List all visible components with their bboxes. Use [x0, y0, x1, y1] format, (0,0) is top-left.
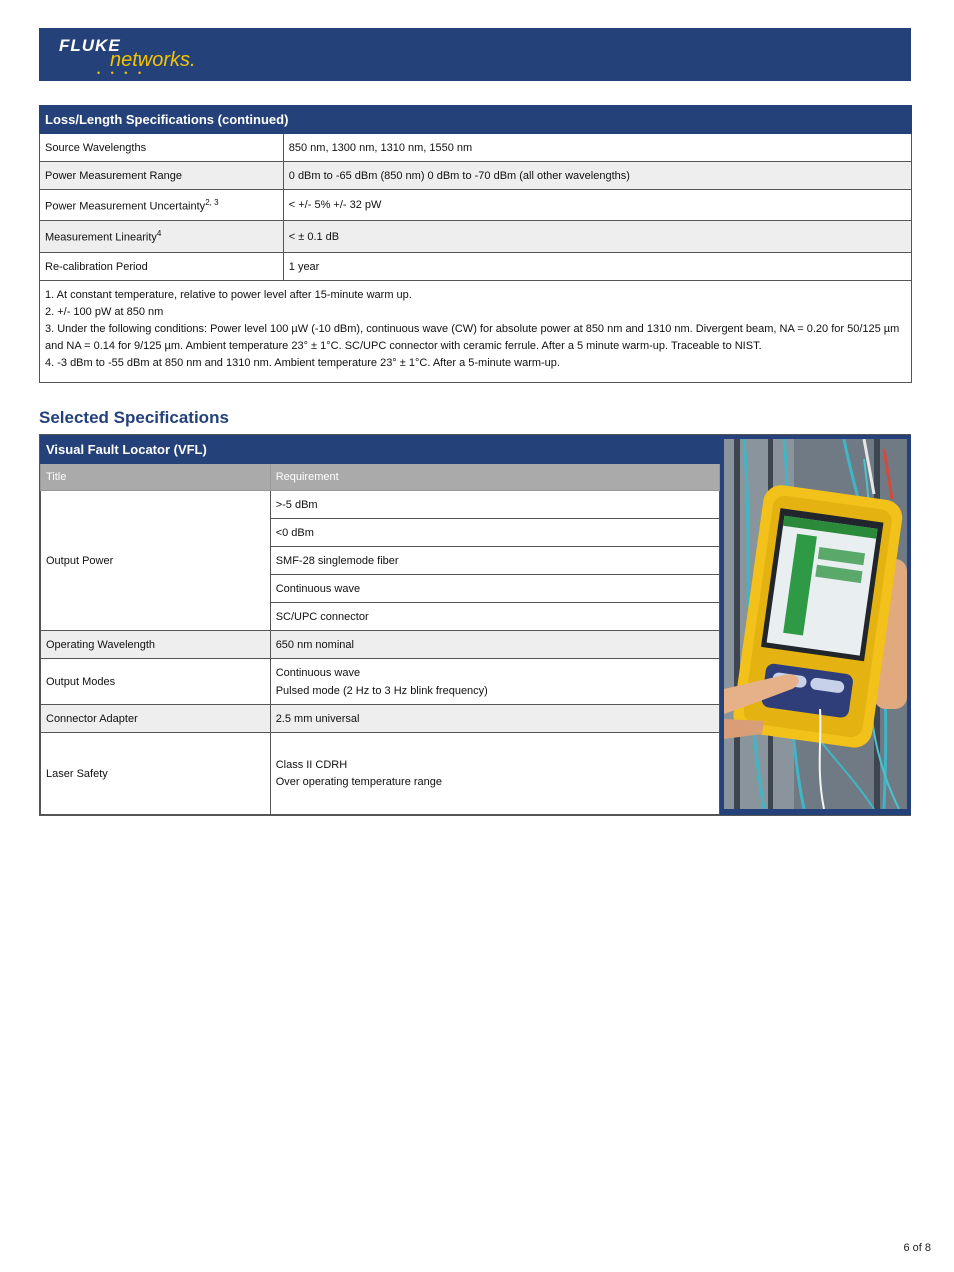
col-header-title: Title — [41, 464, 271, 491]
row-value-line: Continuous wave — [275, 666, 361, 679]
footnote-1: 1. At constant temperature, relative to power level after 15-minute warm up. — [45, 289, 412, 301]
logo-networks-text: networks. — [110, 49, 196, 71]
row-label: Operating Wavelength — [41, 631, 271, 659]
row-value-cell — [270, 733, 719, 815]
row-label: Connector Adapter — [41, 705, 271, 733]
footnote-3: 3. Under the following conditions: Power level 100 µW (-10 dBm), continuous wave (CW) for absolute power at 850 nm and 1310 nm. Divergent beam, NA = 0.20 for 50/125 µm and NA = 0.14 for 9/125 µm. Ambient temperature 23° ± 1°C. SC/UPC connector with ceramic ferrule. After a 5 minute warm-up. Traceable to NIST. — [45, 323, 900, 352]
row-value-cell — [270, 659, 719, 705]
row-label: Re-calibration Period — [40, 253, 284, 281]
row-value: SC/UPC connector — [270, 603, 719, 631]
table-row — [41, 659, 720, 705]
footnotes — [40, 281, 912, 383]
row-value: 850 nm, 1300 nm, 1310 nm, 1550 nm — [283, 134, 911, 162]
table-row — [40, 221, 912, 253]
vfl-section — [39, 434, 911, 816]
product-photo — [720, 435, 911, 815]
column-header-row — [41, 464, 720, 491]
row-label: Power Measurement Range — [40, 162, 284, 190]
row-label: Measurement Linearity — [45, 231, 157, 244]
logo-fluke-text: FLUKE — [59, 36, 121, 55]
footnote-ref: 2, 3 — [205, 197, 219, 207]
page-number: 6 of 8 — [903, 1242, 931, 1254]
footnotes-row — [40, 281, 912, 383]
row-value: SMF-28 singlemode fiber — [270, 547, 719, 575]
table-row — [41, 631, 720, 659]
row-value-line: Over operating temperature range — [275, 775, 443, 788]
table-row — [41, 733, 720, 815]
row-label: Output Modes — [41, 659, 271, 705]
vfl-table-title: Visual Fault Locator (VFL) — [41, 436, 720, 464]
table-row — [40, 134, 912, 162]
row-value-line: Class II CDRH — [275, 758, 348, 771]
col-header-requirement: Requirement — [270, 464, 719, 491]
row-value-line: Pulsed mode (2 Hz to 3 Hz blink frequency) — [275, 684, 488, 697]
table-row — [40, 162, 912, 190]
footnote-4: 4. -3 dBm to -55 dBm at 850 nm and 1310 nm. Ambient temperature 23° ± 1°C. After a 5-minute warm-up. — [45, 357, 560, 369]
row-label: Power Measurement Uncertainty — [45, 200, 206, 213]
loss-table-title: Loss/Length Specifications (continued) — [40, 106, 912, 134]
row-value: 0 dBm to -65 dBm (850 nm) 0 dBm to -70 dBm (all other wavelengths) — [283, 162, 911, 190]
row-label-cell — [40, 190, 284, 221]
tester-illustration — [724, 439, 907, 809]
vfl-table — [40, 435, 720, 815]
logo-dots: • • • • — [97, 68, 146, 78]
row-value: 2.5 mm universal — [270, 705, 719, 733]
header-banner — [39, 28, 911, 81]
table-row — [40, 190, 912, 221]
table-row — [41, 491, 720, 519]
row-label: Source Wavelengths — [40, 134, 284, 162]
loss-length-table — [39, 105, 912, 383]
footnote-ref: 4 — [156, 229, 162, 239]
table-row — [40, 253, 912, 281]
row-value: < ± 0.1 dB — [283, 221, 911, 253]
loss-table-header — [40, 106, 912, 134]
row-value: < +/- 5% +/- 32 pW — [283, 190, 911, 221]
fluke-networks-logo[interactable] — [59, 34, 219, 78]
row-value: Continuous wave — [270, 575, 719, 603]
row-value: <0 dBm — [270, 519, 719, 547]
section-title: Selected Specifications — [39, 408, 229, 427]
row-value: >-5 dBm — [270, 491, 719, 519]
row-label: Output Power — [41, 491, 271, 631]
row-value: 1 year — [283, 253, 911, 281]
vfl-table-header — [41, 436, 720, 464]
row-label: Laser Safety — [41, 733, 271, 815]
footnote-2: 2. +/- 100 pW at 850 nm — [45, 306, 164, 318]
row-value: 650 nm nominal — [270, 631, 719, 659]
row-label-cell — [40, 221, 284, 253]
table-row — [41, 705, 720, 733]
